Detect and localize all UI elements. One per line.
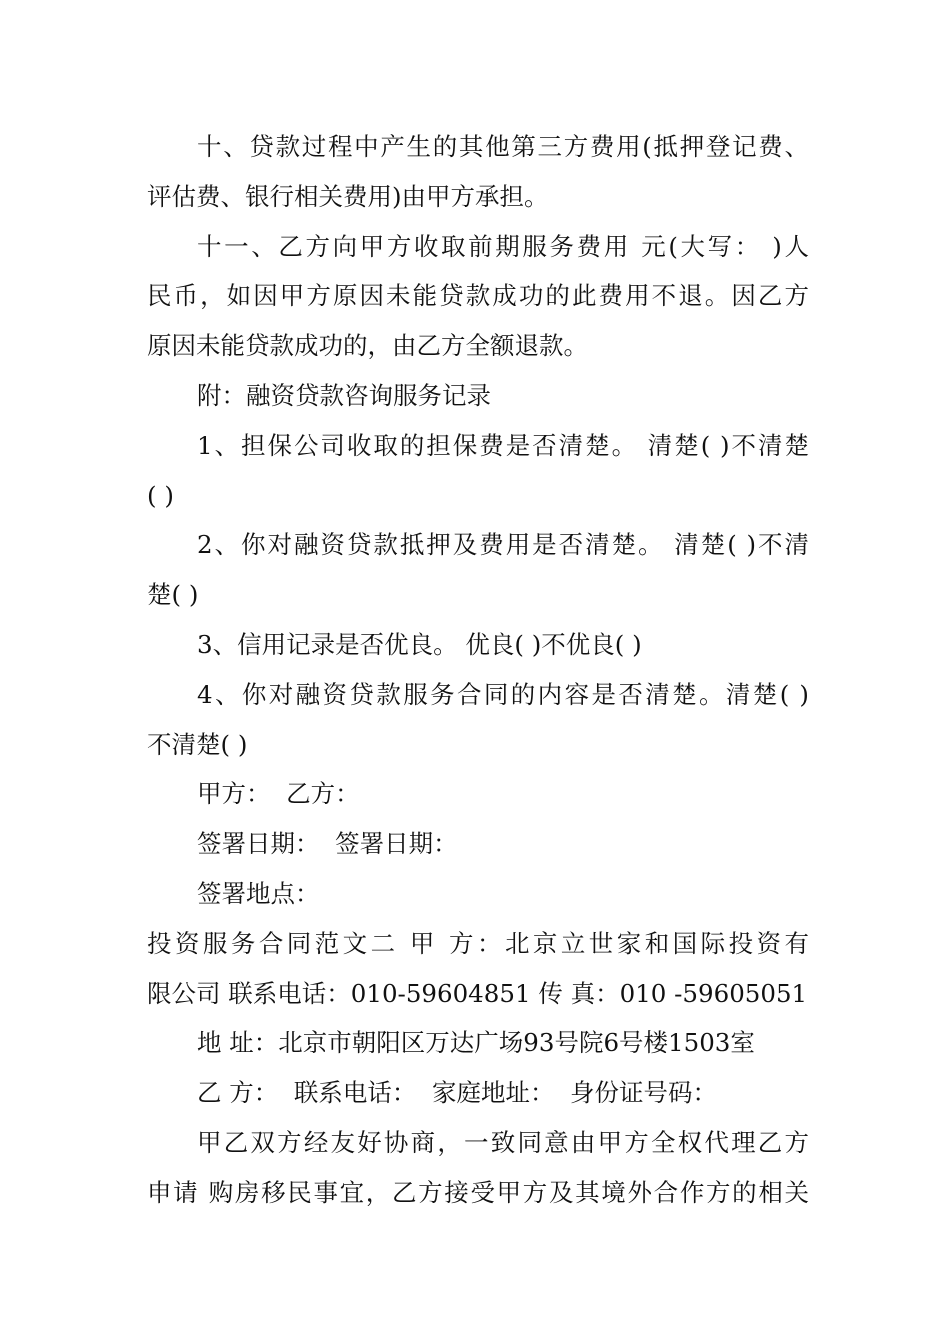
text-line-12: 4、你对融资贷款服务合同的内容是否清楚。清楚( ) — [197, 679, 809, 709]
text-line-18: 限公司 联系电话：010-59604851 传 真：010 -59605051 — [147, 978, 808, 1008]
text-line-1: 十、贷款过程中产生的其他第三方费用(抵押登记费、 — [197, 132, 809, 161]
text-line-11: 3、信用记录是否优良。 优良( )不优良( ) — [197, 629, 642, 659]
text-line-6: 附：融资贷款咨询服务记录 — [197, 380, 491, 410]
text-line-22: 申请 购房移民事宜，乙方接受甲方及其境外合作方的相关 — [147, 1177, 809, 1207]
text-line-21: 甲乙双方经友好协商，一致同意由甲方全权代理乙方 — [197, 1127, 809, 1157]
text-line-15: 签署日期： 签署日期： — [197, 829, 458, 859]
text-line-16: 签署地点： — [197, 878, 320, 908]
text-line-8: ( ) — [147, 480, 174, 510]
text-line-14: 甲方： 乙方： — [197, 779, 360, 809]
text-line-2: 评估费、银行相关费用)由甲方承担。 — [147, 181, 549, 211]
text-line-4: 民币，如因甲方原因未能贷款成功的此费用不退。因乙方 — [147, 281, 809, 311]
text-line-17: 投资服务合同范文二 甲 方：北京立世家和国际投资有 — [147, 928, 809, 958]
document-page — [147, 122, 809, 1218]
text-line-7: 1、担保公司收取的担保费是否清楚。 清楚( )不清楚 — [197, 430, 809, 460]
text-line-13: 不清楚( ) — [147, 729, 248, 759]
text-line-19: 地 址：北京市朝阳区万达广场93号院6号楼1503室 — [197, 1028, 755, 1058]
text-line-10: 楚( ) — [147, 580, 199, 610]
text-line-9: 2、你对融资贷款抵押及费用是否清楚。 清楚( )不清 — [197, 530, 809, 560]
text-line-20: 乙 方： 联系电话： 家庭地址： 身份证号码： — [197, 1078, 718, 1108]
text-line-3: 十一、乙方向甲方收取前期服务费用 元(大写： )人 — [197, 231, 809, 261]
text-line-5: 原因未能贷款成功的，由乙方全额退款。 — [147, 331, 588, 361]
